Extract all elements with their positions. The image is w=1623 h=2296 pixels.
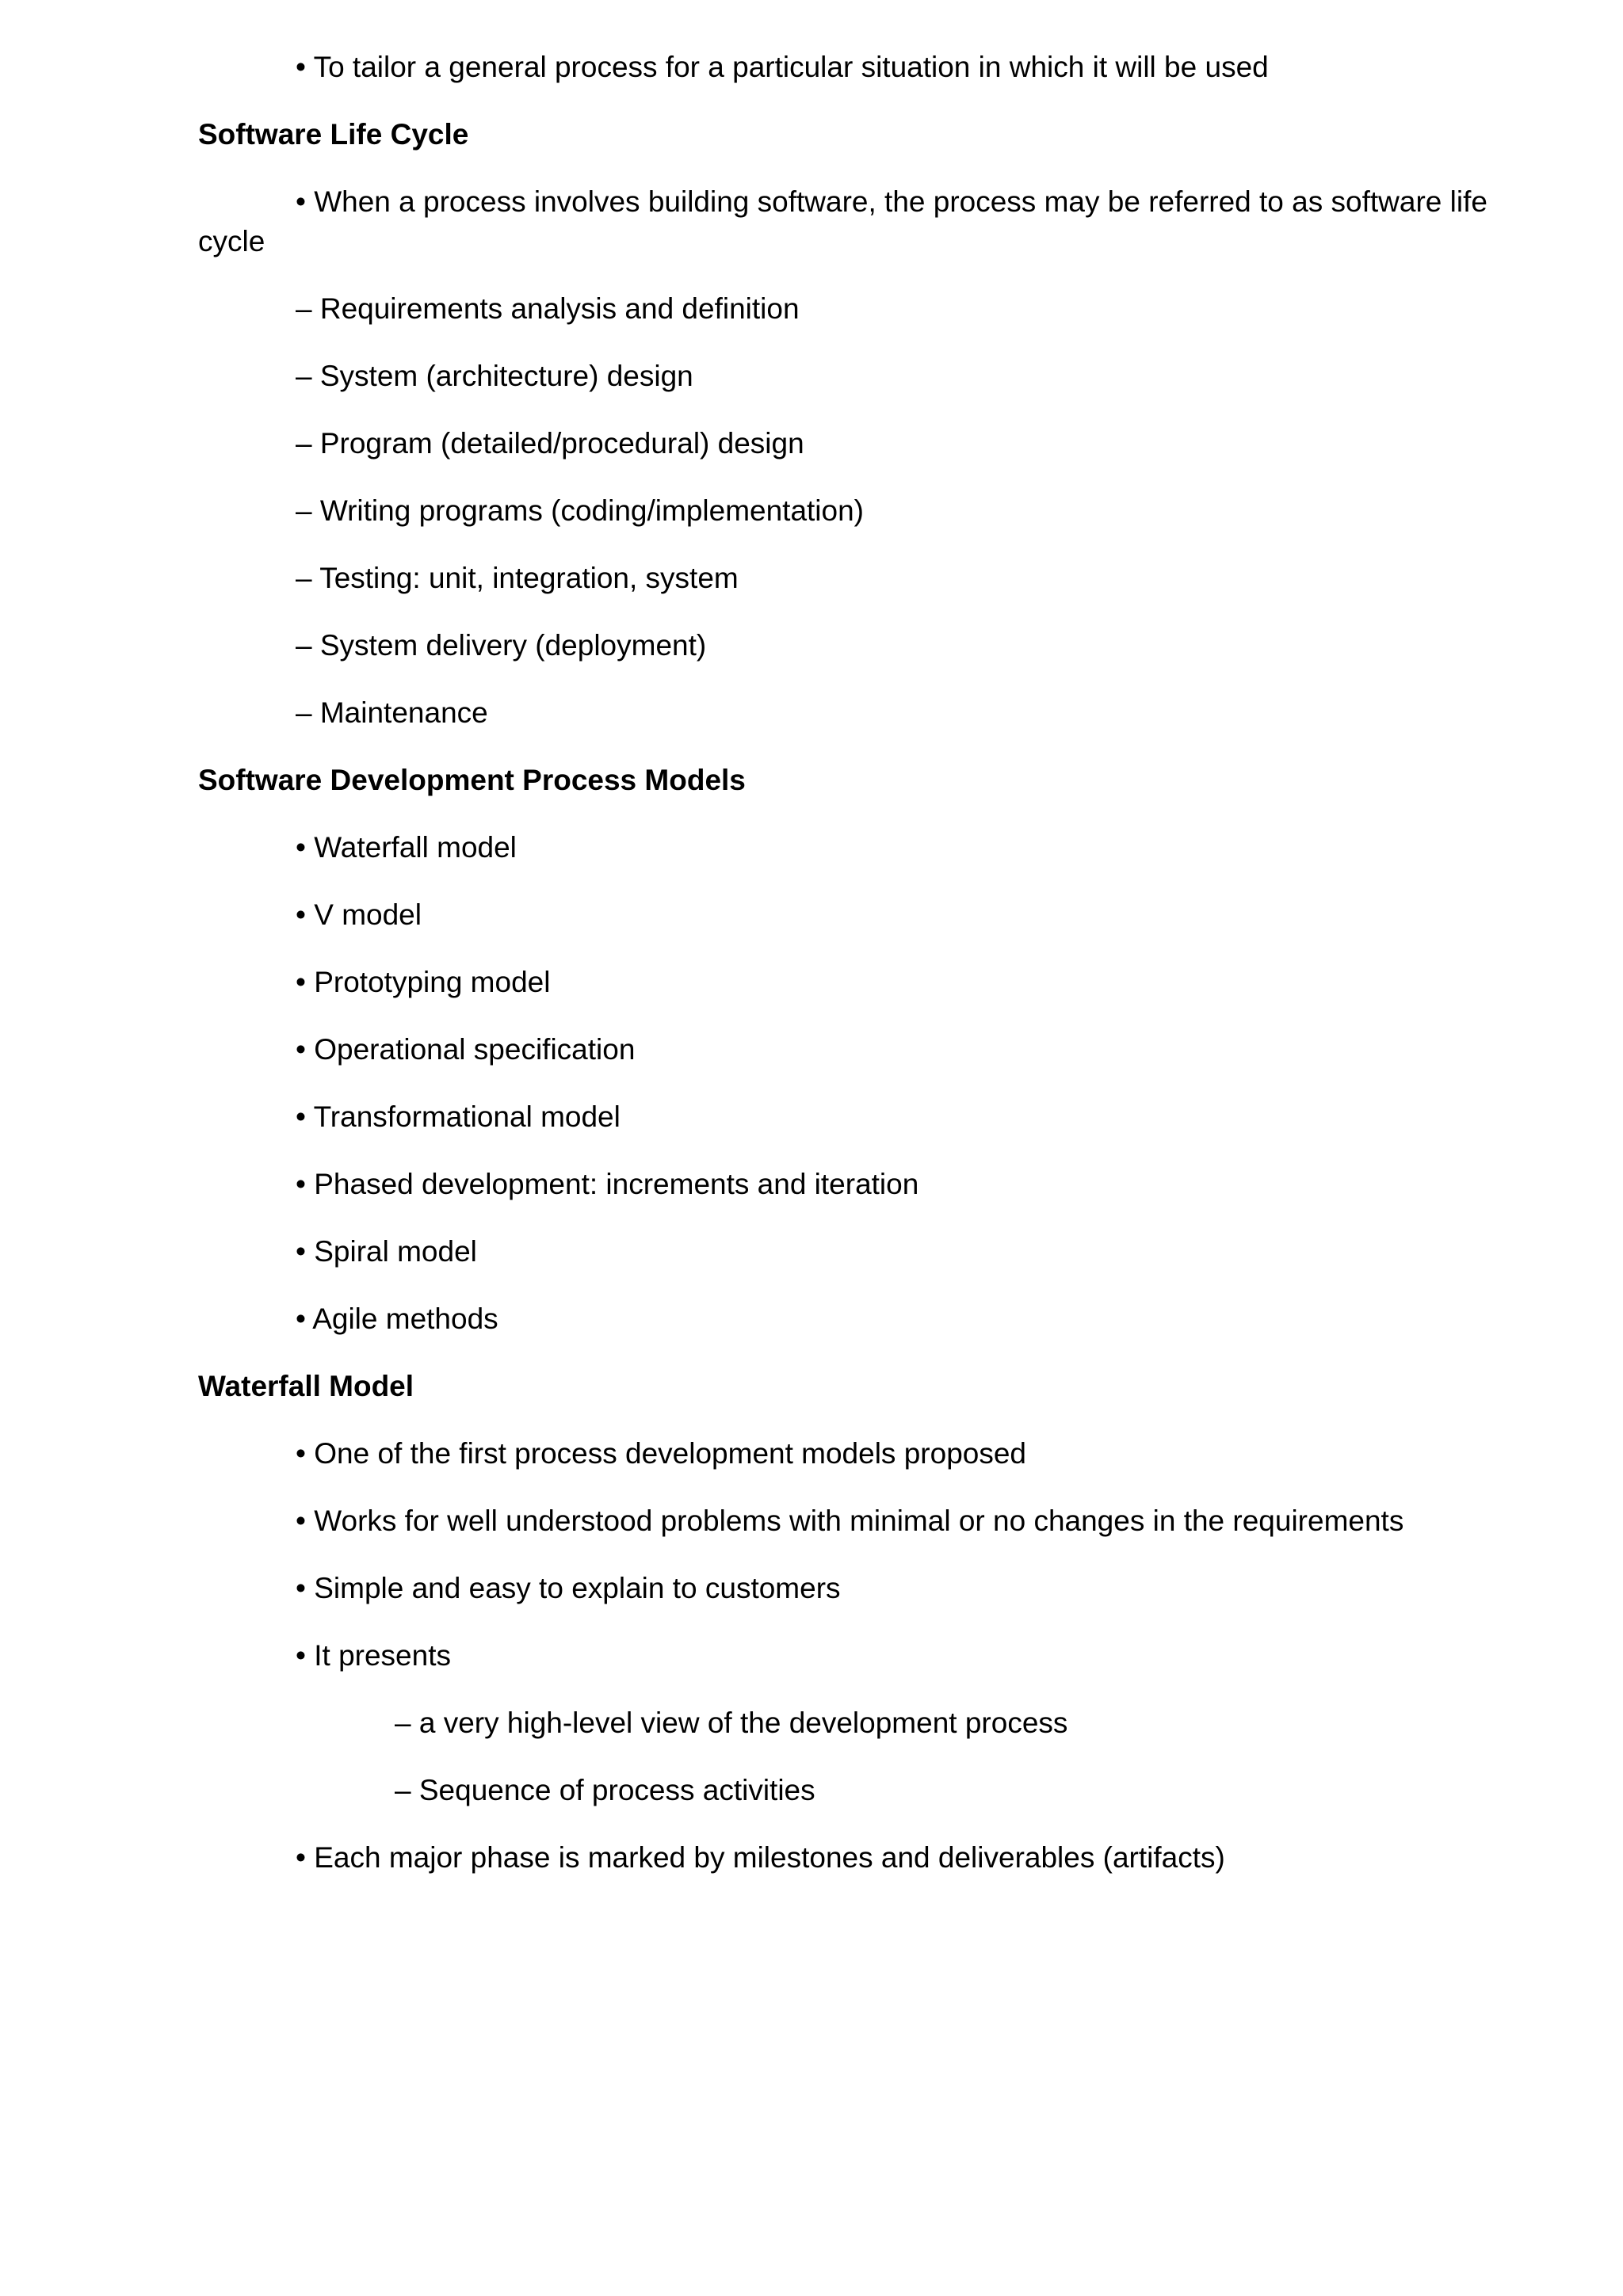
model-item: • Transformational model bbox=[296, 1100, 621, 1133]
heading-process-models: Software Development Process Models bbox=[198, 764, 746, 796]
waterfall-item: • Works for well understood problems with minimal or no changes in the requirements bbox=[296, 1505, 1404, 1537]
model-item: • V model bbox=[296, 898, 422, 931]
lifecycle-item: – Testing: unit, integration, system bbox=[296, 562, 739, 594]
model-item: • Spiral model bbox=[296, 1235, 477, 1268]
heading-software-life-cycle: Software Life Cycle bbox=[198, 118, 469, 151]
model-item: • Phased development: increments and iteration bbox=[296, 1168, 919, 1200]
waterfall-item: • Simple and easy to explain to customers bbox=[296, 1572, 841, 1604]
lifecycle-item: – System delivery (deployment) bbox=[296, 629, 707, 662]
lifecycle-item: – Requirements analysis and definition bbox=[296, 292, 800, 325]
waterfall-subitem: – Sequence of process activities bbox=[395, 1774, 815, 1806]
heading-waterfall-model: Waterfall Model bbox=[198, 1370, 414, 1402]
waterfall-item: • It presents bbox=[296, 1639, 451, 1672]
model-item: • Prototyping model bbox=[296, 966, 551, 998]
lifecycle-bullet: • When a process involves building software, the process may be referred to as software life cycle bbox=[198, 185, 1487, 257]
model-item: • Agile methods bbox=[296, 1302, 498, 1335]
lifecycle-item: – Program (detailed/procedural) design bbox=[296, 427, 804, 460]
lifecycle-item: – Maintenance bbox=[296, 696, 488, 729]
waterfall-item: • Each major phase is marked by milestones and deliverables (artifacts) bbox=[296, 1841, 1225, 1874]
waterfall-item: • One of the first process development models proposed bbox=[296, 1437, 1027, 1470]
lifecycle-item: – System (architecture) design bbox=[296, 360, 693, 392]
lifecycle-item: – Writing programs (coding/implementation) bbox=[296, 494, 865, 527]
waterfall-subitem: – a very high-level view of the development process bbox=[395, 1707, 1068, 1739]
model-item: • Operational specification bbox=[296, 1033, 636, 1066]
model-item: • Waterfall model bbox=[296, 831, 517, 864]
intro-bullet: • To tailor a general process for a particular situation in which it will be used bbox=[296, 51, 1269, 83]
